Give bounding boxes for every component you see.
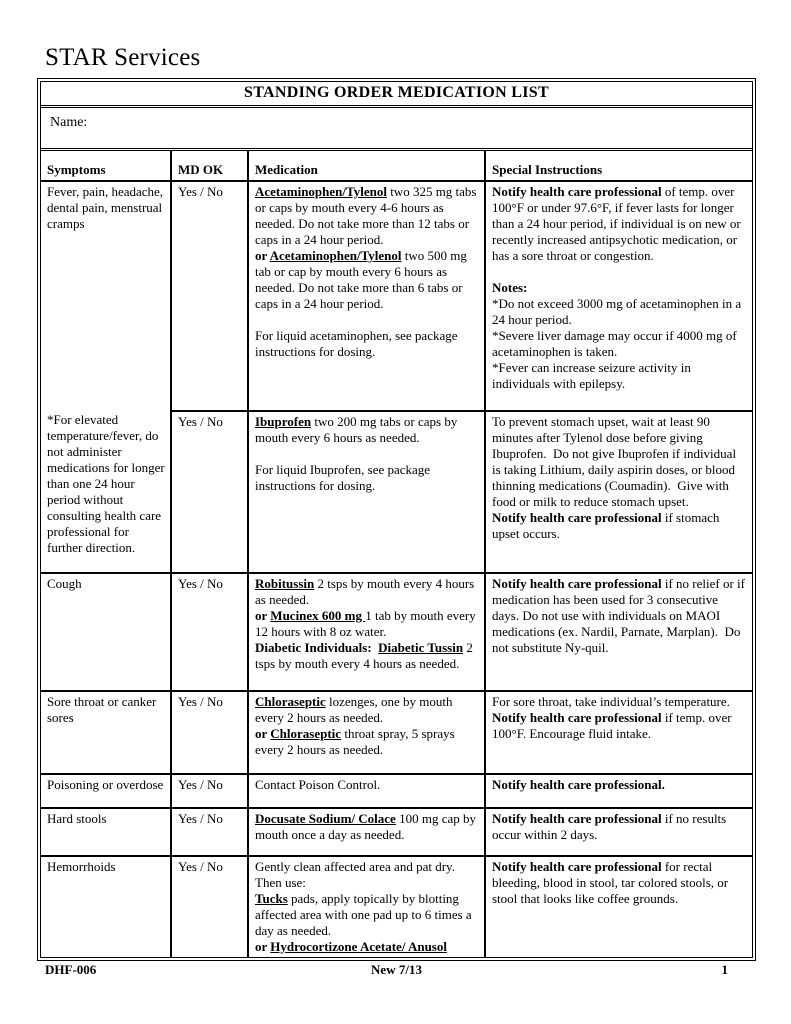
md-ok-cell: Yes / No: [171, 808, 248, 856]
medication-table: [41, 151, 752, 957]
symptoms-text-elevated-temp-note: *For elevated temperature/fever, do not administer medications for longer than one 24 hour period without consulting health care professional for further direction.: [47, 412, 165, 555]
row-cough: [41, 573, 752, 691]
name-label: Name:: [50, 115, 88, 130]
row-fever-acetaminophen: [41, 181, 752, 411]
row-sore-throat: [41, 691, 752, 774]
special-instructions-cell-ibuprofen: To prevent stomach upset, wait at least 90 minutes after Tylenol dose before giving Ibuprofen. Do not give Ibuprofen if individual is taking Lithium, daily aspirin doses, or blood thinning medications (Coumadin). Give with food or milk to reduce stomach upset. Notify health care professional if stomach upset occurs.: [485, 411, 752, 573]
form-number: DHF-006: [45, 962, 97, 977]
document-title: STANDING ORDER MEDICATION LIST: [41, 82, 752, 108]
special-instructions-cell-poisoning: Notify health care professional.: [485, 774, 752, 808]
row-hemorrhoids: [41, 856, 752, 957]
medication-cell-poisoning: Contact Poison Control.: [248, 774, 485, 808]
symptoms-cell-poisoning: Poisoning or overdose: [41, 774, 171, 808]
symptoms-text-fever: Fever, pain, headache, dental pain, menstrual cramps: [47, 184, 164, 231]
header-symptoms: Symptoms: [41, 151, 171, 181]
medication-cell-cough: Robitussin 2 tsps by mouth every 4 hours as needed. or Mucinex 600 mg 1 tab by mouth every 12 hours with 8 oz water. Diabetic Individuals: Diabetic Tussin 2 tsps by mouth every 4 hours as needed.: [248, 573, 485, 691]
symptoms-cell-hard-stools: Hard stools: [41, 808, 171, 856]
md-ok-cell: Yes / No: [171, 411, 248, 573]
symptoms-cell-fever: [41, 181, 171, 573]
medication-cell-sore-throat: Chloraseptic lozenges, one by mouth every 2 hours as needed. or Chloraseptic throat spray, 5 sprays every 2 hours as needed.: [248, 691, 485, 774]
name-row: [41, 108, 752, 151]
md-ok-cell: Yes / No: [171, 691, 248, 774]
header-medication: Medication: [248, 151, 485, 181]
header-special-instructions: Special Instructions: [485, 151, 752, 181]
medication-cell-hard-stools: Docusate Sodium/ Colace 100 mg cap by mouth once a day as needed.: [248, 808, 485, 856]
standing-order-form: [37, 78, 756, 961]
special-instructions-cell-hard-stools: Notify health care professional if no results occur within 2 days.: [485, 808, 752, 856]
md-ok-cell: Yes / No: [171, 774, 248, 808]
organization-title: STAR Services: [45, 44, 201, 71]
header-md-ok: MD OK: [171, 151, 248, 181]
row-hard-stools: [41, 808, 752, 856]
symptoms-cell-hemorrhoids: Hemorrhoids: [41, 856, 171, 957]
table-header-row: [41, 151, 752, 181]
symptoms-cell-sore-throat: Sore throat or canker sores: [41, 691, 171, 774]
md-ok-cell: Yes / No: [171, 573, 248, 691]
medication-cell-hemorrhoids: Gently clean affected area and pat dry. Then use: Tucks pads, apply topically by blotting affected area with one pad up to 6 times a day as needed. or Hydrocortizone Acetate/ Anusol: [248, 856, 485, 957]
row-poisoning: [41, 774, 752, 808]
medication-cell-ibuprofen: Ibuprofen two 200 mg tabs or caps by mouth every 6 hours as needed. For liquid Ibuprofen, see package instructions for dosing.: [248, 411, 485, 573]
page-number: 1: [721, 962, 728, 977]
special-instructions-cell-cough: Notify health care professional if no relief or if medication has been used for 3 consecutive days. Do not use with individuals on MAOI medications (ex. Nardil, Parnate, Marplan). Do not substitute Ny-quil.: [485, 573, 752, 691]
special-instructions-cell-hemorrhoids: Notify health care professional for rectal bleeding, blood in stool, tar colored stools, or stool that looks like coffee grounds.: [485, 856, 752, 957]
md-ok-cell: Yes / No: [171, 856, 248, 957]
revision-date: New 7/13: [371, 962, 422, 977]
medication-cell-acetaminophen: Acetaminophen/Tylenol two 325 mg tabs or caps by mouth every 4-6 hours as needed. Do not take more than 12 tabs or caps in a 24 hour period. or Acetaminophen/Tylenol two 500 mg tab or cap by mouth every 6 hours as needed. Do not take more than 6 tabs or caps in a 24 hour period. For liquid acetaminophen, see package instructions for dosing.: [248, 181, 485, 411]
symptoms-cell-cough: Cough: [41, 573, 171, 691]
special-instructions-cell-sore-throat: For sore throat, take individual’s temperature. Notify health care professional if temp. over 100°F. Encourage fluid intake.: [485, 691, 752, 774]
special-instructions-cell-acetaminophen: Notify health care professional of temp. over 100°F or under 97.6°F, if fever lasts for longer than a 24 hour period, if individual is on new or recently increased antipsychotic medication, or has a sore throat or congestion. Notes: *Do not exceed 3000 mg of acetaminophen in a 24 hour period. *Severe liver damage may occur if 4000 mg of acetaminophen is taken. *Fever can increase seizure activity in individuals with epilepsy.: [485, 181, 752, 411]
md-ok-cell: Yes / No: [171, 181, 248, 411]
